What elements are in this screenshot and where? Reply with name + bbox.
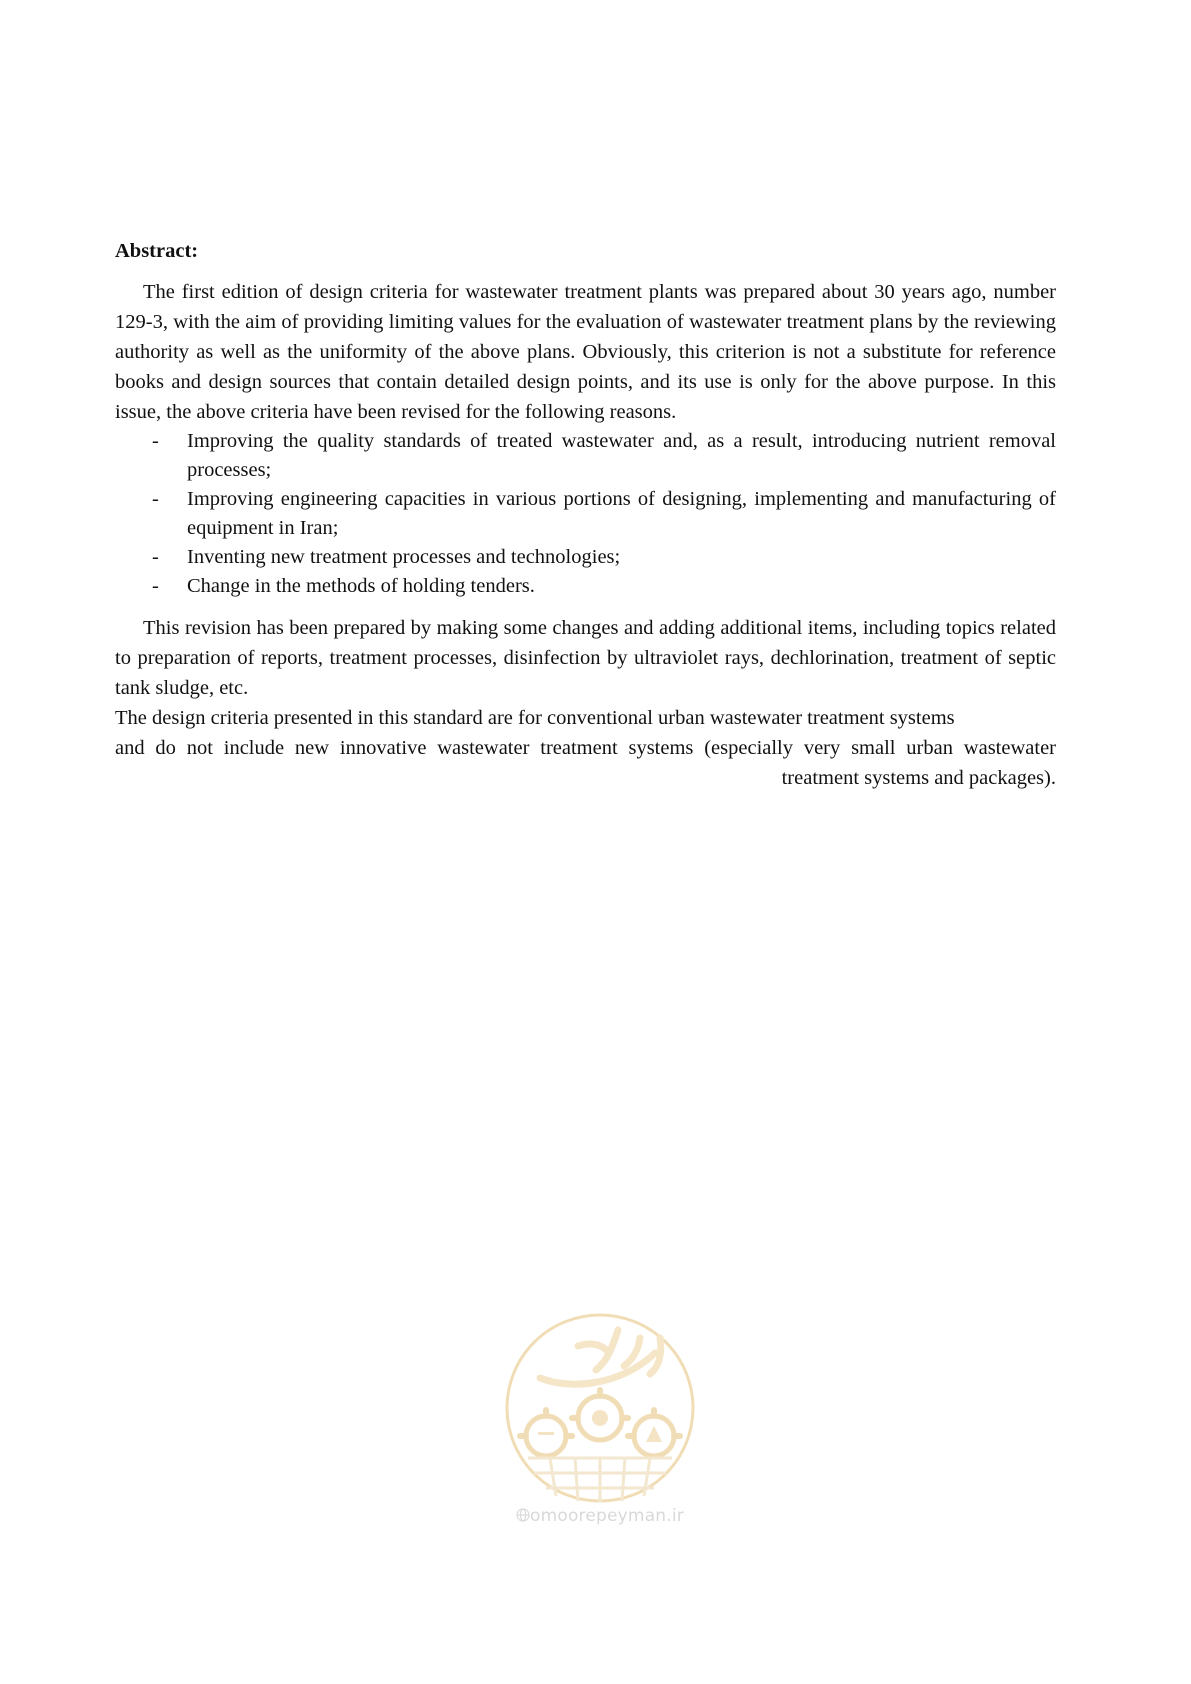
abstract-section bbox=[115, 236, 1056, 793]
reasons-list-item bbox=[115, 427, 1056, 485]
reasons-list bbox=[115, 427, 1056, 601]
abstract-heading-colon: : bbox=[191, 240, 199, 262]
abstract-paragraph-2: This revision has been prepared by making some changes and adding additional items, including topics related to preparation of reports, treatment processes, disinfection by ultraviolet rays, dechlorination, treatment of septic tank sludge, etc. bbox=[115, 617, 1056, 699]
list-item-text: Inventing new treatment processes and technologies; bbox=[187, 546, 621, 568]
list-dash: - bbox=[152, 488, 159, 510]
abstract-paragraph-3-line-1: The design criteria presented in this standard are for conventional urban wastewater treatment systems bbox=[115, 707, 955, 729]
globe-icon bbox=[516, 1508, 530, 1522]
reasons-list-item bbox=[115, 572, 1056, 601]
omoorepeyman-watermark bbox=[500, 1308, 700, 1538]
list-dash: - bbox=[152, 430, 159, 452]
list-dash: - bbox=[152, 546, 159, 568]
abstract-paragraph-1: The first edition of design criteria for wastewater treatment plants was prepared about 30 years ago, number 129-3, with the aim of providing limiting values for the evaluation of wastewater treatment plans by the reviewing authority as well as the uniformity of the above plans. Obviously, this criterion is not a substitute for reference books and design sources that contain detailed design points, and its use is only for the above purpose. In this issue, the above criteria have been revised for the following reasons. bbox=[115, 281, 1056, 423]
list-dash: - bbox=[152, 575, 159, 597]
abstract-paragraph-3-rest: and do not include new innovative wastewater treatment systems (especially very small urban wastewater treatment systems and packages). bbox=[115, 737, 1056, 789]
list-item-text: Improving engineering capacities in various portions of designing, implementing and manufacturing of equipment in Iran; bbox=[187, 488, 1056, 539]
abstract-heading bbox=[115, 236, 1056, 266]
reasons-list-item bbox=[115, 485, 1056, 543]
list-item-text: Improving the quality standards of treated wastewater and, as a result, introducing nutrient removal processes; bbox=[187, 430, 1056, 481]
omoorepeyman-seal-logo-icon bbox=[500, 1308, 700, 1508]
abstract-heading-text: Abstract bbox=[115, 240, 192, 262]
watermark-url bbox=[500, 1506, 700, 1526]
list-item-text: Change in the methods of holding tenders. bbox=[187, 575, 535, 597]
reasons-list-item bbox=[115, 543, 1056, 572]
watermark-url-text: omoorepeyman.ir bbox=[529, 1506, 685, 1526]
